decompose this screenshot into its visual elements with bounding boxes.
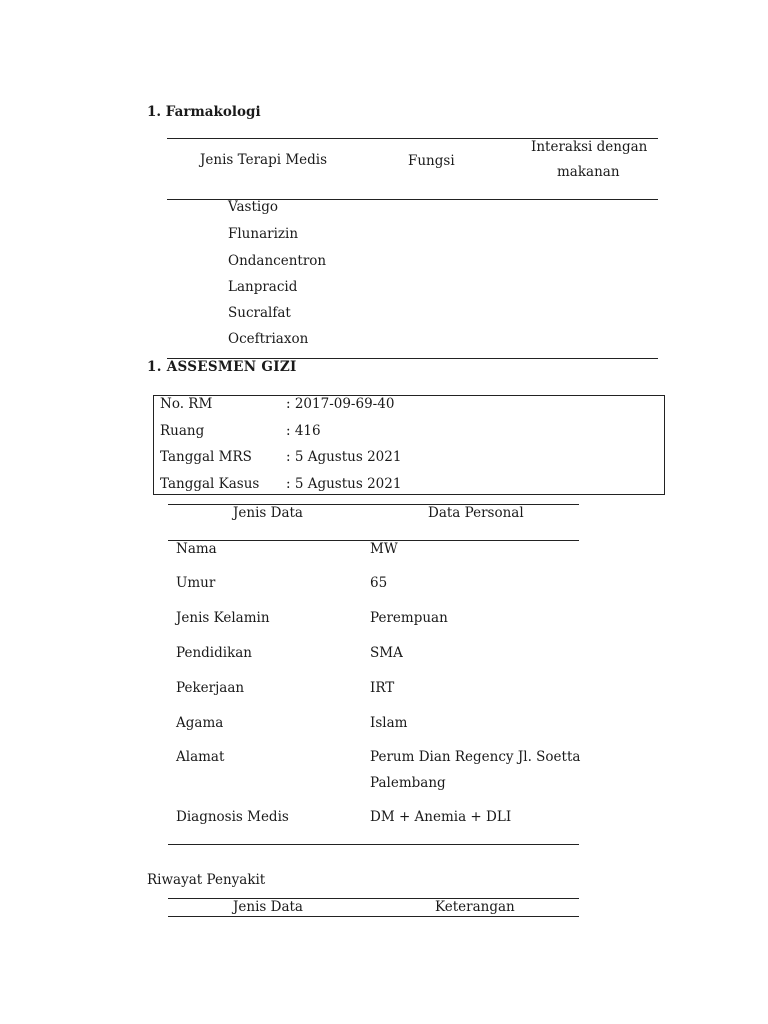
drug-item: Ondancentron bbox=[228, 253, 327, 269]
info-label: Ruang bbox=[160, 423, 205, 439]
riwayat-header-keterangan: Keterangan bbox=[435, 899, 515, 915]
personal-label: Umur bbox=[176, 575, 216, 591]
assesmen-gizi-heading: 1. ASSESMEN GIZI bbox=[147, 359, 297, 375]
drug-item: Lanpracid bbox=[228, 279, 298, 295]
personal-label: Pendidikan bbox=[176, 645, 253, 661]
drug-item: Oceftriaxon bbox=[228, 331, 309, 347]
info-label: Tanggal MRS bbox=[160, 449, 252, 465]
personal-label: Diagnosis Medis bbox=[176, 809, 289, 825]
personal-label: Pekerjaan bbox=[176, 680, 245, 696]
personal-value: Islam bbox=[370, 715, 408, 731]
riwayat-table-top-rule bbox=[168, 898, 579, 899]
header-fungsi: Fungsi bbox=[408, 153, 455, 169]
personal-table-bottom-rule bbox=[168, 844, 579, 845]
farmakologi-heading: 1. Farmakologi bbox=[147, 104, 261, 120]
drug-item: Flunarizin bbox=[228, 226, 299, 242]
personal-header-data-personal: Data Personal bbox=[428, 505, 524, 521]
header-interaksi-line2: makanan bbox=[557, 164, 620, 180]
info-value: : 2017-09-69-40 bbox=[286, 396, 395, 412]
personal-value: DM + Anemia + DLI bbox=[370, 809, 512, 825]
drug-item: Sucralfat bbox=[228, 305, 291, 321]
personal-label: Alamat bbox=[176, 749, 225, 765]
info-value: : 5 Agustus 2021 bbox=[286, 449, 402, 465]
personal-label: Agama bbox=[176, 715, 224, 731]
personal-value-line1: Perum Dian Regency Jl. Soetta bbox=[370, 749, 581, 765]
info-value: : 5 Agustus 2021 bbox=[286, 476, 402, 492]
personal-value: SMA bbox=[370, 645, 403, 661]
riwayat-penyakit-heading: Riwayat Penyakit bbox=[147, 872, 266, 888]
riwayat-table-header-rule bbox=[168, 916, 579, 917]
personal-header-jenis-data: Jenis Data bbox=[233, 505, 303, 521]
header-jenis-terapi-medis: Jenis Terapi Medis bbox=[200, 152, 328, 168]
info-label: Tanggal Kasus bbox=[160, 476, 260, 492]
personal-value: 65 bbox=[370, 575, 388, 591]
personal-label: Jenis Kelamin bbox=[176, 610, 270, 626]
info-value: : 416 bbox=[286, 423, 321, 439]
drug-item: Vastigo bbox=[228, 199, 278, 215]
info-label: No. RM bbox=[160, 396, 213, 412]
personal-value-line2: Palembang bbox=[370, 775, 446, 791]
personal-value: IRT bbox=[370, 680, 395, 696]
personal-label: Nama bbox=[176, 541, 217, 557]
header-interaksi-line1: Interaksi dengan bbox=[531, 139, 648, 155]
personal-value: Perempuan bbox=[370, 610, 448, 626]
riwayat-header-jenis-data: Jenis Data bbox=[233, 899, 303, 915]
personal-value: MW bbox=[370, 541, 398, 557]
